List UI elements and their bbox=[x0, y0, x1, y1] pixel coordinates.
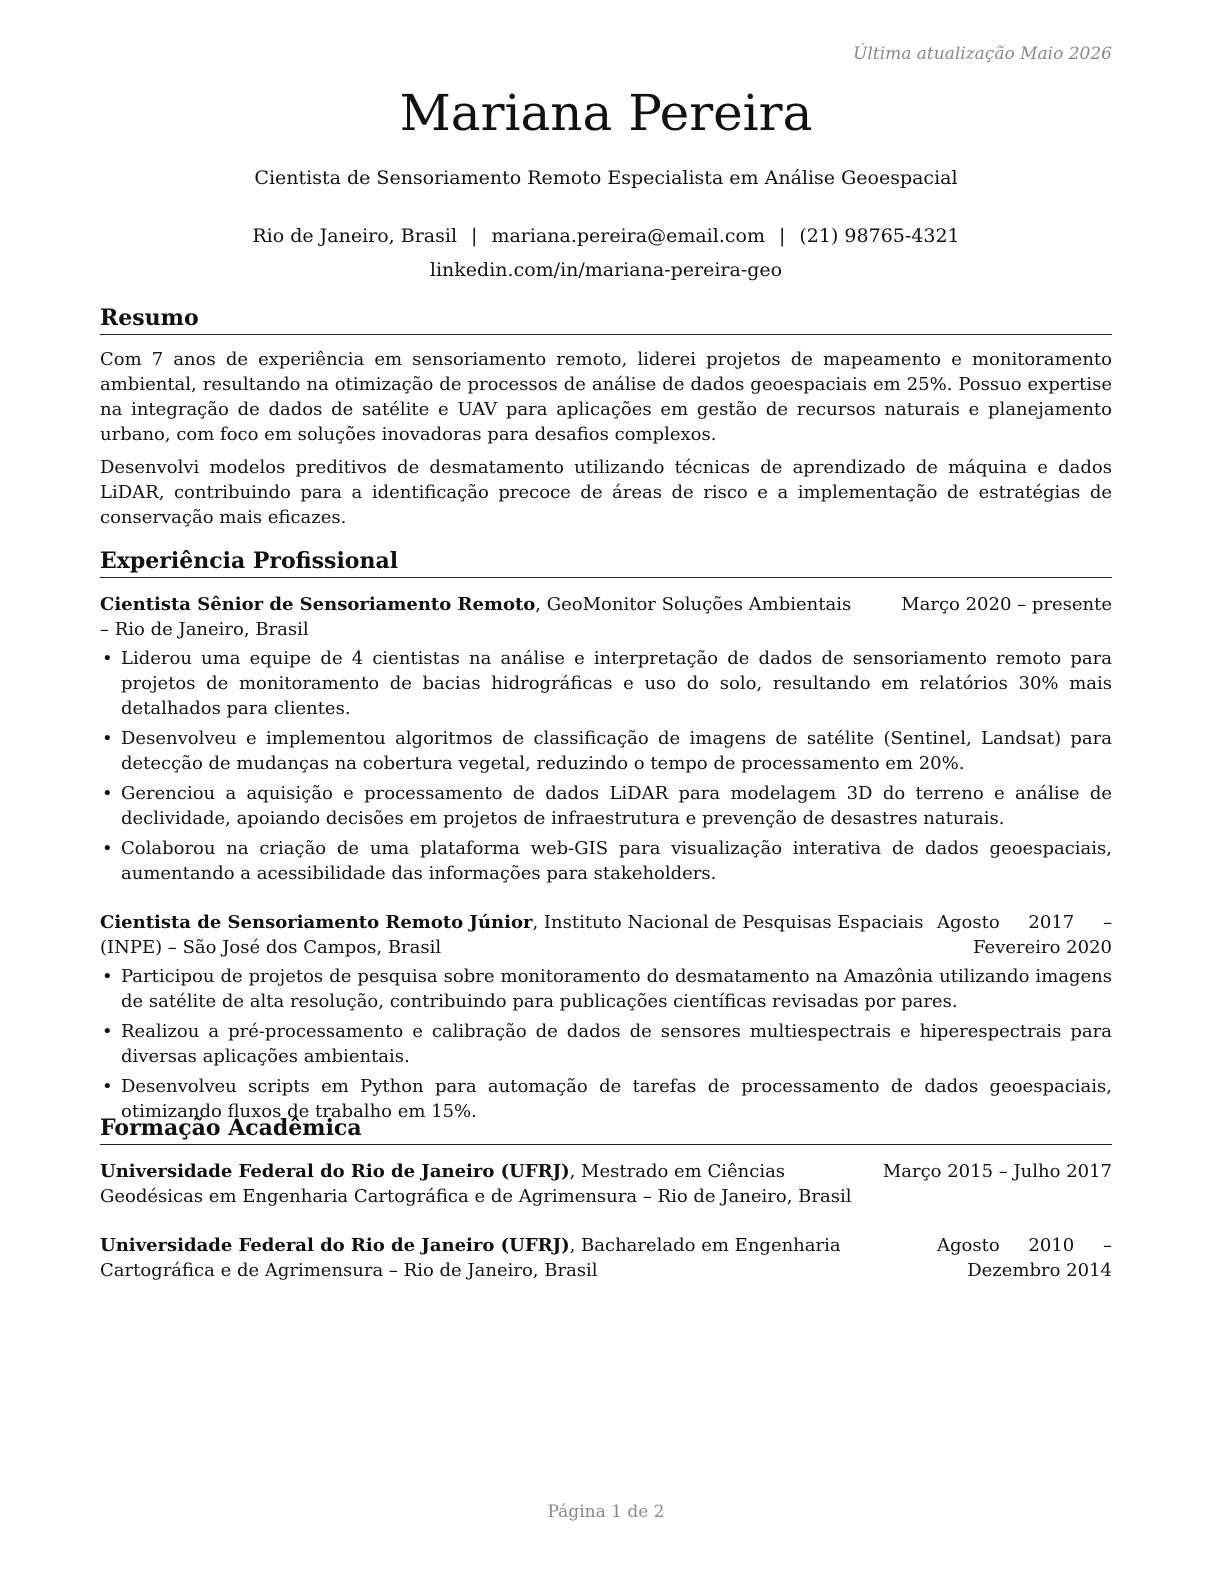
experience-section bbox=[100, 546, 1112, 1129]
job-title-line bbox=[100, 910, 937, 960]
section-title: Formação Acadêmica bbox=[100, 1113, 1112, 1145]
list-item: • Participou de projetos de pesquisa sobre monitoramento do desmatamento na Amazônia utilizando imagens de satélite de alta resolução, contribuindo para publicações científicas revisadas por pares. bbox=[100, 964, 1112, 1014]
email-link[interactable]: mariana.pereira@email.com bbox=[491, 225, 765, 247]
page-number: Página 1 de 2 bbox=[547, 1502, 665, 1522]
list-item: • Desenvolveu scripts em Python para automação de tarefas de processamento de dados geoespaciais, otimizando fluxos de trabalho em 15%. bbox=[100, 1074, 1112, 1124]
section-title: Experiência Profissional bbox=[100, 546, 1112, 578]
resume-page bbox=[100, 0, 1112, 1584]
contact-separator: | bbox=[778, 225, 786, 247]
list-item: • Liderou uma equipe de 4 cientistas na análise e interpretação de dados de sensoriamento remoto para projetos de monitoramento de bacias hidrográficas e uso do solo, resultando em relatórios 30% mais detalhados para clientes. bbox=[100, 646, 1112, 721]
education-title-line bbox=[100, 1233, 937, 1283]
education-dates: Março 2015 – Julho 2017 bbox=[882, 1161, 1112, 1182]
list-item: • Realizou a pré-processamento e calibração de dados de sensores multiespectrais e hiperespectrais para diversas aplicações ambientais. bbox=[100, 1019, 1112, 1069]
degree: , Mestrado em Ciências Geodésicas em Engenharia Cartográfica e de Agrimensura – Rio de Janeiro, Brasil bbox=[100, 1161, 852, 1207]
job-role: Cientista Sênior de Sensoriamento Remoto bbox=[100, 594, 536, 615]
contact-line bbox=[100, 219, 1112, 253]
job-dates: Março 2020 – presente bbox=[901, 594, 1112, 615]
job-bullets bbox=[100, 646, 1112, 886]
section-title: Resumo bbox=[100, 303, 1112, 335]
contact-block bbox=[100, 219, 1112, 287]
tagline: Cientista de Sensoriamento Remoto Especialista em Análise Geoespacial bbox=[254, 167, 958, 189]
summary-section bbox=[100, 303, 1112, 530]
degree: , Bacharelado em Engenharia Cartográfica e de Agrimensura – Rio de Janeiro, Brasil bbox=[100, 1235, 841, 1281]
person-name: Mariana Pereira bbox=[399, 84, 813, 142]
education-dates: Agosto 2010 – Dezembro 2014 bbox=[937, 1235, 1112, 1281]
last-updated: Última atualização Maio 2026 bbox=[853, 44, 1112, 64]
location: Rio de Janeiro, Brasil bbox=[252, 225, 458, 247]
job-dates: Agosto 2017 – Fevereiro 2020 bbox=[937, 912, 1112, 958]
list-item: • Colaborou na criação de uma plataforma web-GIS para visualização interativa de dados geoespaciais, aumentando a acessibilidade das informações para stakeholders. bbox=[100, 836, 1112, 886]
education-section bbox=[100, 1113, 1112, 1283]
list-item: • Desenvolveu e implementou algoritmos de classificação de imagens de satélite (Sentinel, Landsat) para detecção de mudanças na cobertura vegetal, reduzindo o tempo de processamento em 20%. bbox=[100, 726, 1112, 776]
job-title-line bbox=[100, 592, 901, 642]
job-company: , GeoMonitor Soluções Ambientais – Rio de Janeiro, Brasil bbox=[100, 594, 852, 640]
job-entry bbox=[100, 592, 1112, 886]
education-entry bbox=[100, 1233, 1112, 1283]
summary-paragraph: Com 7 anos de experiência em sensoriamento remoto, liderei projetos de mapeamento e monitoramento ambiental, resultando na otimização de processos de análise de dados geoespaciais em 25%. Possuo expertise na integração de dados de satélite e UAV para aplicações em gestão de recursos naturais e planejamento urbano, com foco em soluções inovadoras para desafios complexos. bbox=[100, 349, 1112, 445]
job-role: Cientista de Sensoriamento Remoto Júnior bbox=[100, 912, 533, 933]
school-name: Universidade Federal do Rio de Janeiro (UFRJ) bbox=[100, 1161, 570, 1182]
summary-paragraph: Desenvolvi modelos preditivos de desmatamento utilizando técnicas de aprendizado de máquina e dados LiDAR, contribuindo para a identificação precoce de áreas de risco e a implementação de estratégias de conservação mais eficazes. bbox=[100, 457, 1112, 528]
contact-separator: | bbox=[471, 225, 478, 247]
job-header bbox=[100, 910, 1112, 960]
job-header bbox=[100, 592, 1112, 642]
linkedin-link[interactable]: linkedin.com/in/mariana-pereira-geo bbox=[429, 259, 783, 281]
education-header bbox=[100, 1233, 1112, 1283]
job-entry bbox=[100, 910, 1112, 1124]
list-item: • Gerenciou a aquisição e processamento de dados LiDAR para modelagem 3D do terreno e análise de declividade, apoiando decisões em projetos de infraestrutura e prevenção de desastres naturais. bbox=[100, 781, 1112, 831]
education-entry bbox=[100, 1159, 1112, 1209]
phone: (21) 98765-4321 bbox=[799, 225, 960, 247]
education-title-line bbox=[100, 1159, 883, 1209]
school-name: Universidade Federal do Rio de Janeiro (UFRJ) bbox=[100, 1235, 570, 1256]
job-company: , Instituto Nacional de Pesquisas Espaciais (INPE) – São José dos Campos, Brasil bbox=[100, 912, 924, 958]
job-bullets bbox=[100, 964, 1112, 1124]
education-header bbox=[100, 1159, 1112, 1209]
